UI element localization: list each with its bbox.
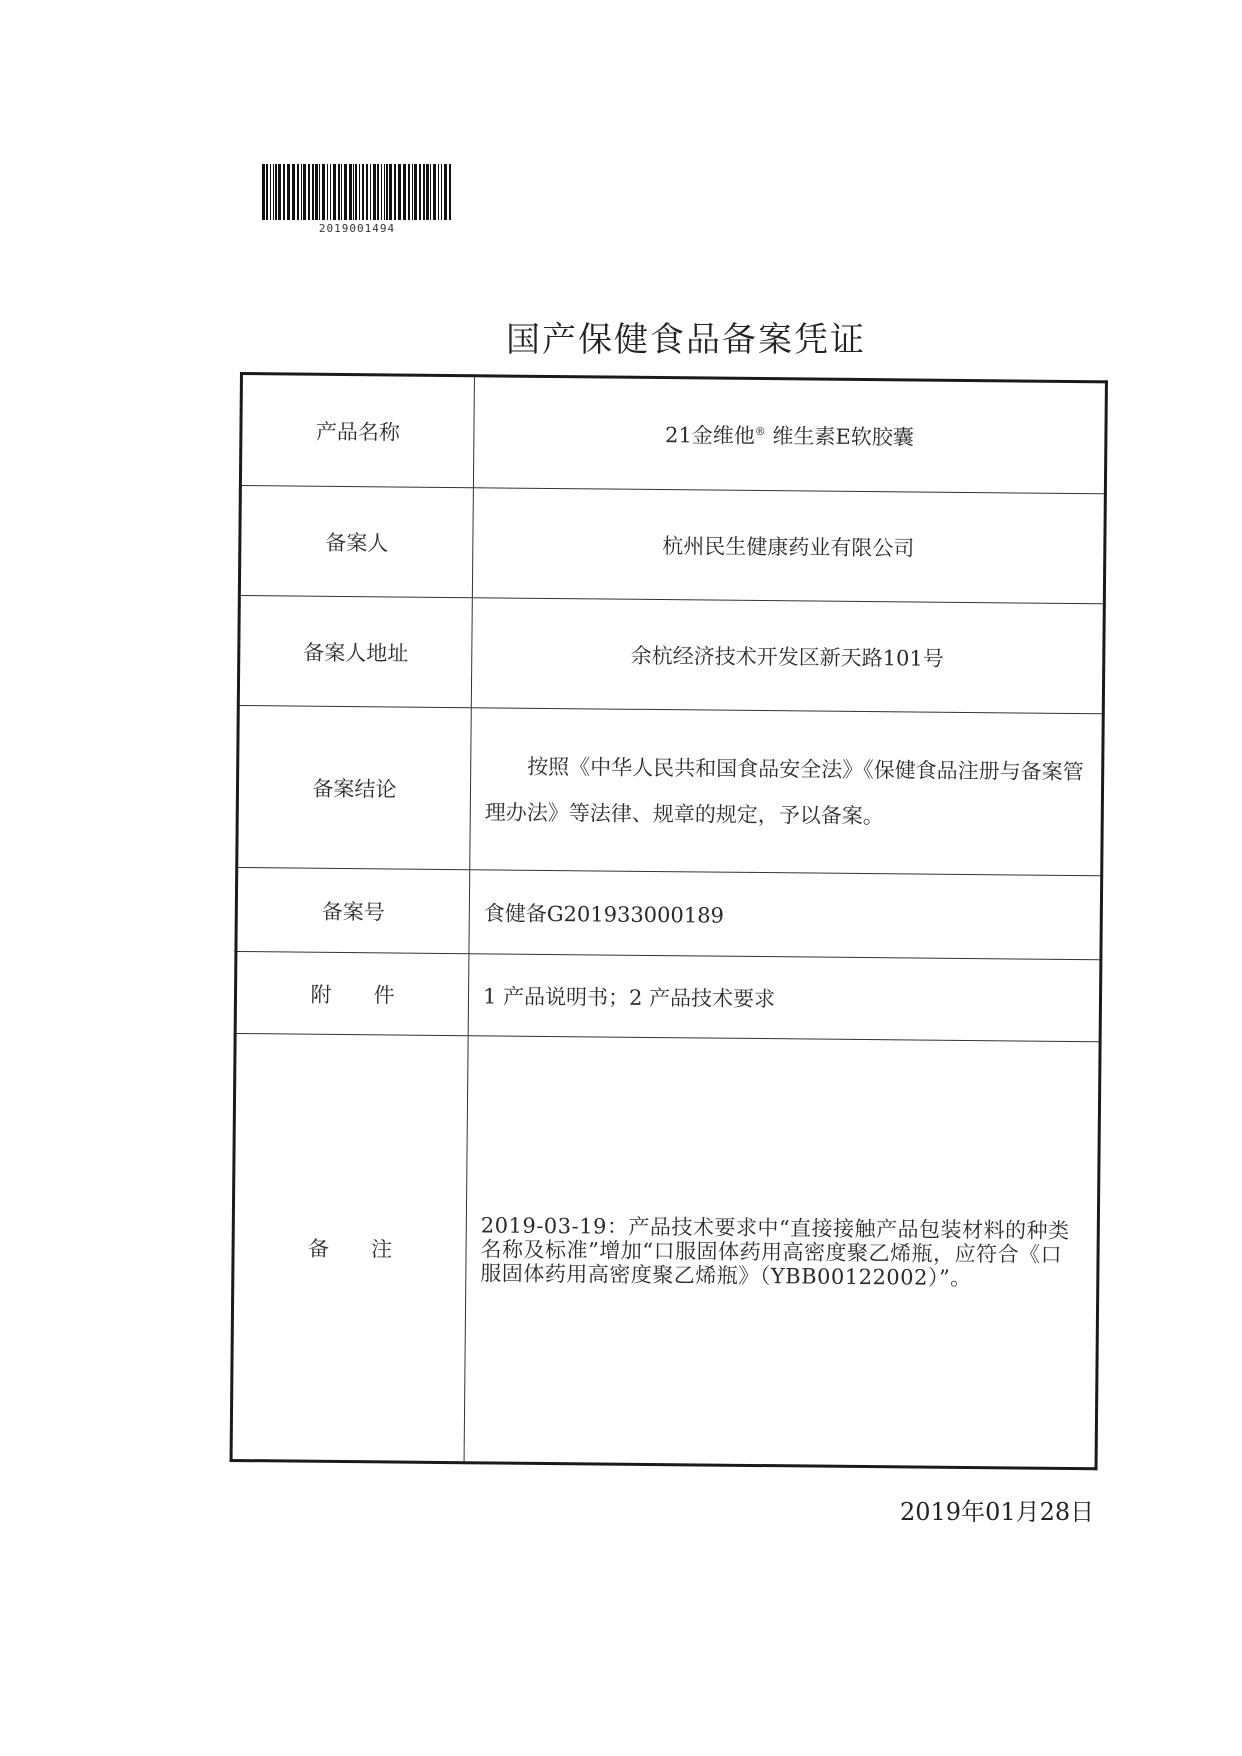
value-record-number: 食健备G201933000189 (469, 870, 1102, 960)
barcode-bar (270, 164, 271, 220)
barcode-bar (355, 164, 357, 220)
document-title: 国产保健食品备案凭证 (506, 320, 866, 360)
barcode-bar (389, 164, 392, 220)
barcode-bar (441, 164, 442, 220)
barcode-bar (433, 164, 436, 220)
barcode-bar (444, 164, 447, 220)
barcode-bar (333, 164, 336, 220)
product-type: 维生素E软胶囊 (765, 424, 914, 450)
row-conclusion (237, 705, 1104, 875)
barcode-bar (315, 164, 318, 220)
row-product-name (240, 374, 1106, 494)
row-attachments (235, 951, 1101, 1041)
barcode-bar (359, 164, 360, 220)
row-filer-address (238, 596, 1104, 714)
barcode-bar (377, 164, 379, 220)
barcode-bar (384, 164, 385, 220)
label-filer-address: 备案人地址 (238, 596, 472, 708)
barcode-bar (349, 164, 352, 220)
barcode-number: 2019001494 (318, 222, 396, 235)
barcode-bar (414, 164, 417, 220)
barcode-bar (301, 164, 302, 220)
barcode-bar (398, 164, 401, 220)
barcode-bar (287, 164, 290, 220)
barcode-bar (319, 164, 320, 220)
product-brand: 21金维他 (664, 423, 755, 448)
barcode-bar (327, 164, 328, 220)
barcode-bar (344, 164, 347, 220)
barcode-bar (322, 164, 325, 220)
barcode (262, 164, 452, 235)
barcode-bar (266, 164, 268, 220)
barcode-bar (426, 164, 429, 220)
barcode-bar (449, 164, 451, 220)
barcode-bar (370, 164, 371, 220)
record-sheet (230, 372, 1108, 1470)
barcode-bar (278, 164, 281, 220)
label-record-number: 备案号 (236, 867, 470, 953)
barcode-bar (275, 164, 277, 220)
barcode-bar (330, 164, 331, 220)
registered-mark: ® (754, 424, 766, 439)
barcode-bar (297, 164, 299, 220)
barcode-bar (386, 164, 388, 220)
barcode-bar (419, 164, 421, 220)
barcode-bar (438, 164, 439, 220)
label-remarks: 备 注 (231, 1033, 468, 1462)
barcode-bar (403, 164, 406, 220)
label-conclusion: 备案结论 (237, 705, 472, 869)
value-product-name (473, 376, 1106, 494)
barcode-bar (362, 164, 364, 220)
barcode-bar (423, 164, 425, 220)
barcode-bar (338, 164, 340, 220)
barcode-bar (373, 164, 376, 220)
barcode-bar (412, 164, 413, 220)
barcode-bar (283, 164, 285, 220)
barcode-bar (381, 164, 382, 220)
label-filer: 备案人 (239, 486, 473, 598)
label-attachments: 附 件 (235, 951, 469, 1035)
value-conclusion: 按照《中华人民共和国食品安全法》《保健食品注册与备案管理办法》等法律、规章的规定，予以备案。 (470, 708, 1104, 876)
row-record-number (236, 867, 1102, 959)
value-filer-address: 余杭经济技术开发区新天路101号 (471, 598, 1104, 714)
barcode-bar (312, 164, 314, 220)
row-remarks (231, 1033, 1100, 1468)
barcode-bars (262, 164, 452, 220)
barcode-bar (308, 164, 310, 220)
barcode-bar (394, 164, 396, 220)
label-product-name: 产品名称 (240, 374, 474, 488)
barcode-bar (430, 164, 431, 220)
row-filer (239, 486, 1105, 604)
barcode-bar (341, 164, 342, 220)
barcode-bar (273, 164, 274, 220)
barcode-bar (408, 164, 410, 220)
issue-date: 2019年01月28日 (900, 1498, 1095, 1526)
barcode-bar (262, 164, 265, 220)
value-filer: 杭州民生健康药业有限公司 (472, 488, 1105, 604)
value-remarks: 2019-03-19：产品技术要求中“直接接触产品包装材料的种类名称及标准”增加“口服固体药用高密度聚乙烯瓶，应符合《口服固体药用高密度聚乙烯瓶》（YBB00122002）”。 (464, 1036, 1100, 1469)
barcode-bar (366, 164, 368, 220)
value-attachments: 1 产品说明书；2 产品技术要求 (468, 954, 1101, 1042)
record-table (230, 372, 1108, 1470)
barcode-bar (292, 164, 295, 220)
barcode-bar (353, 164, 354, 220)
barcode-bar (303, 164, 306, 220)
